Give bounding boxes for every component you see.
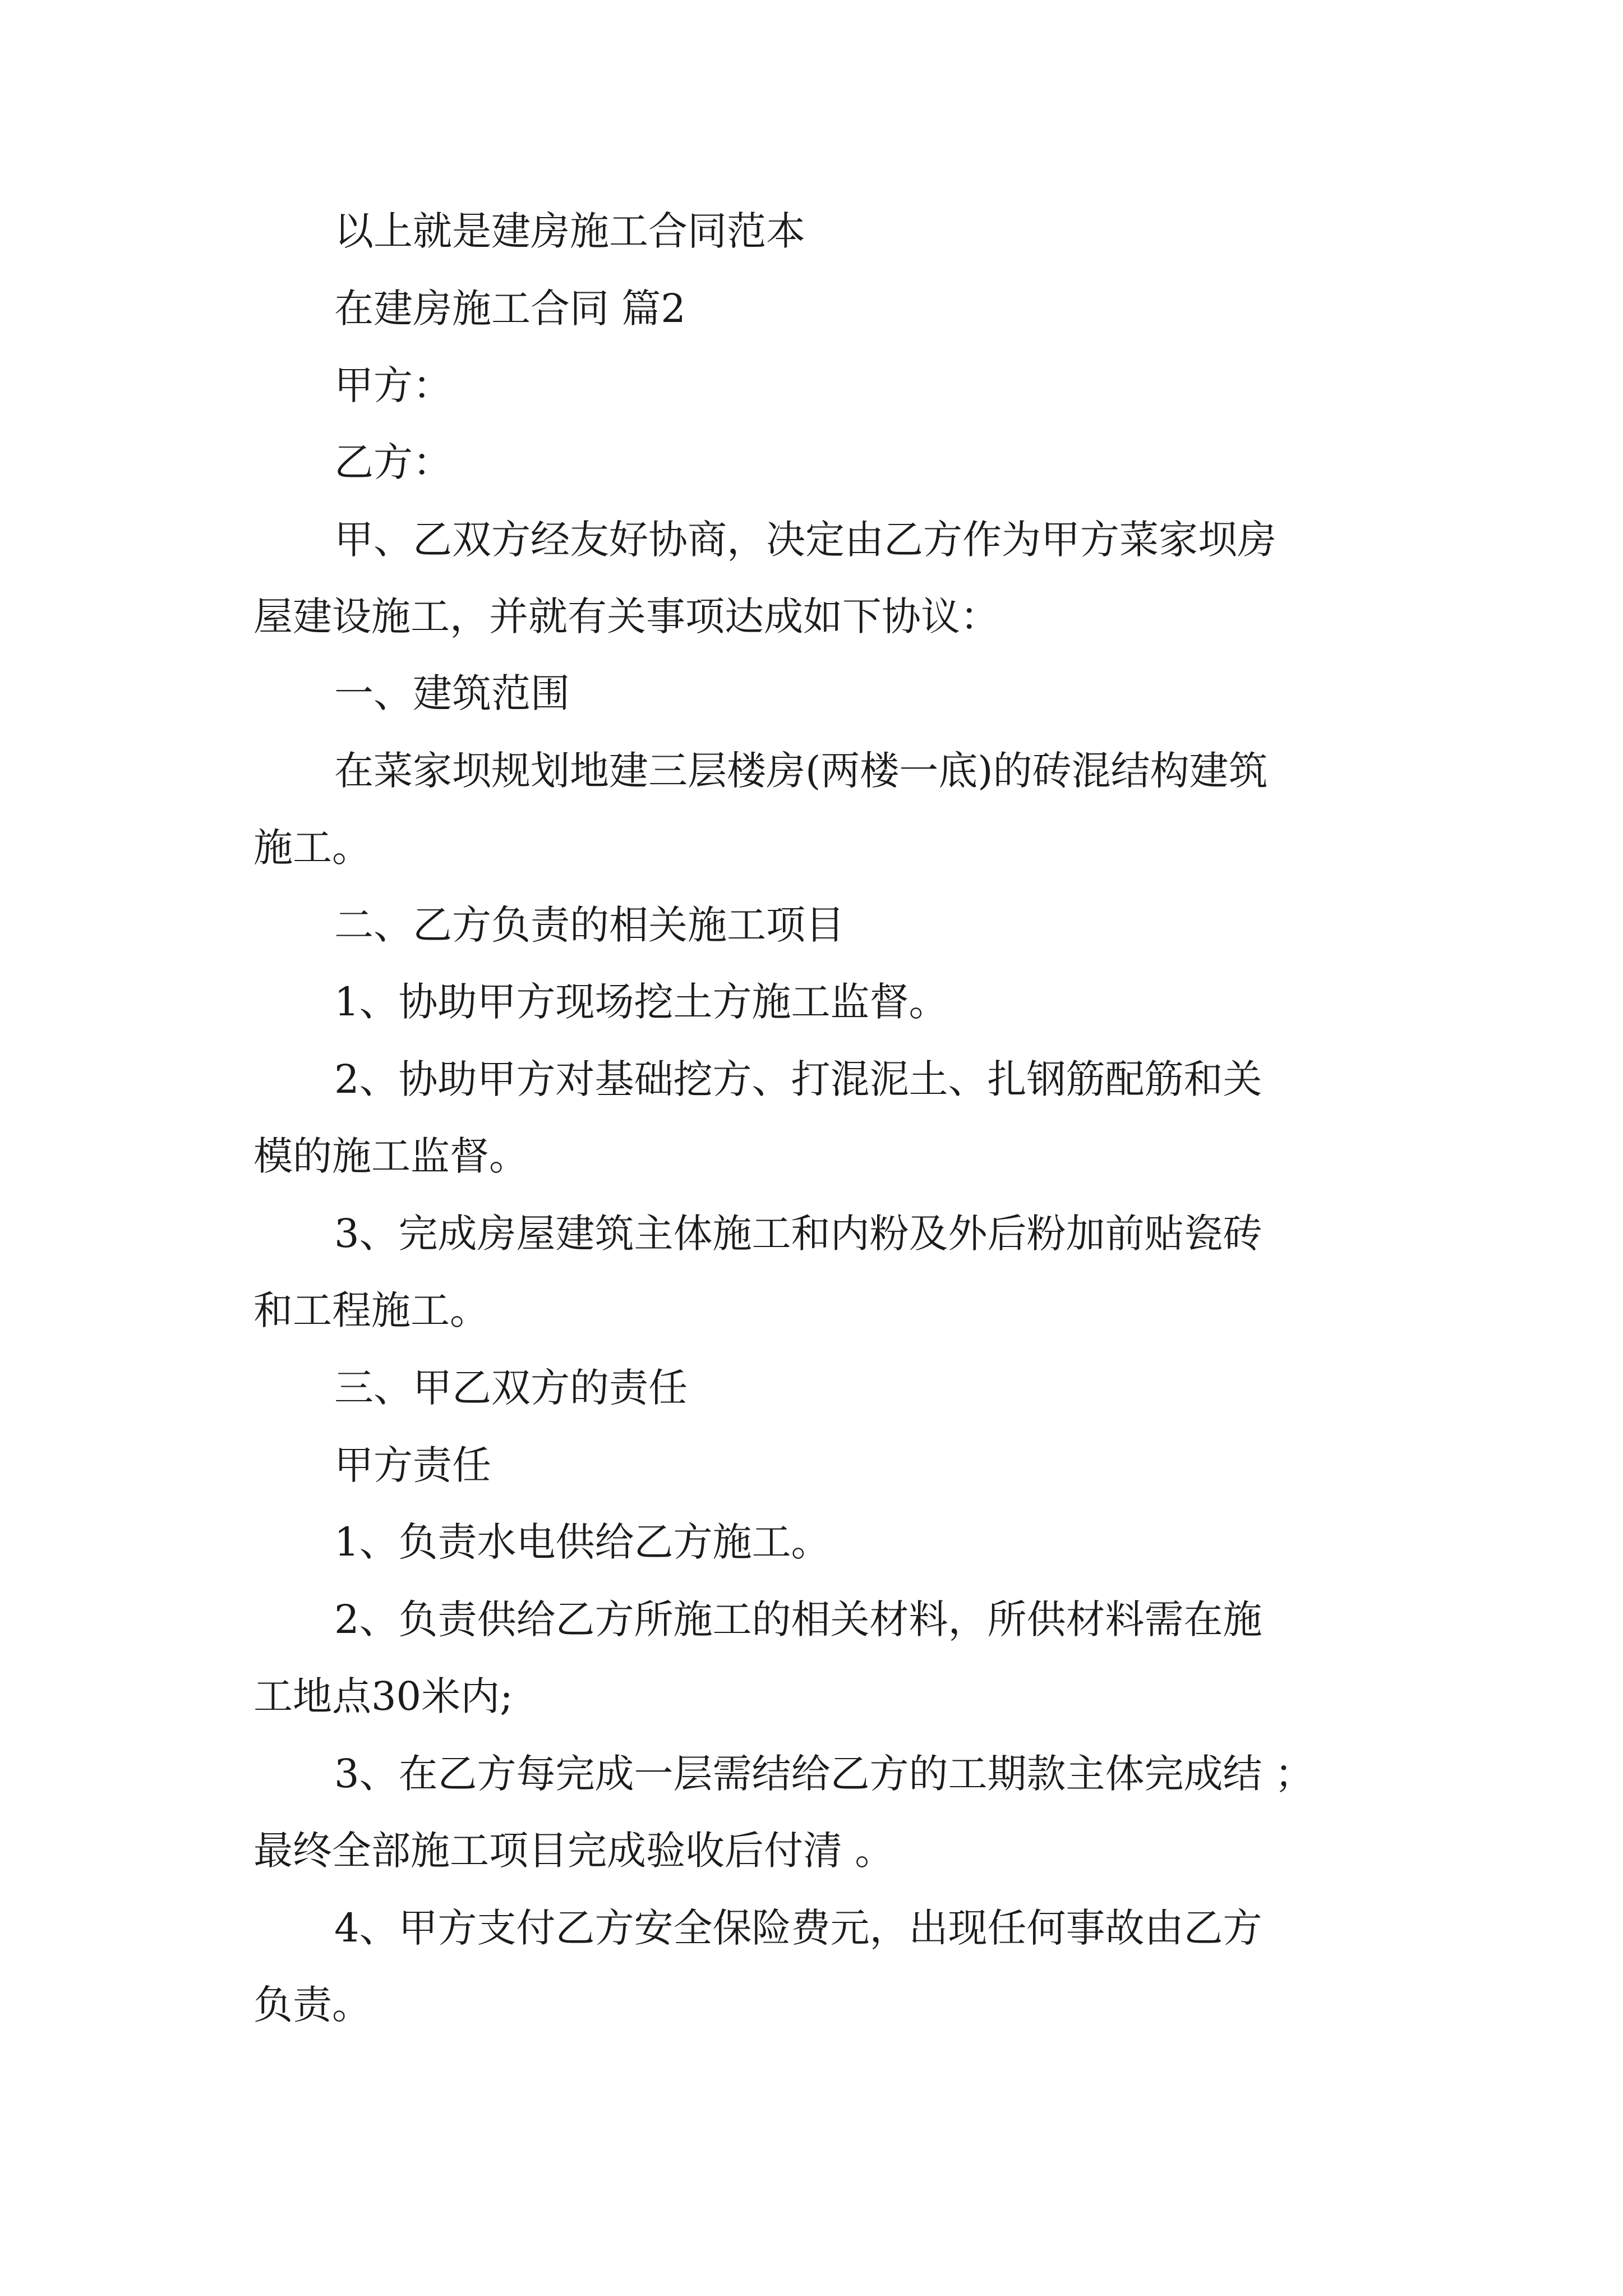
list-item-line: 负责。 <box>253 1982 371 2028</box>
closing-line: 以上就是建房施工合同范本 <box>334 208 805 254</box>
party-a-label: 甲方： <box>334 362 452 408</box>
party-b-label: 乙方： <box>334 439 452 485</box>
list-item-line: 1、负责水电供给乙方施工。 <box>334 1519 831 1565</box>
preamble-line: 甲、乙双方经友好协商，决定由乙方作为甲方菜家坝房 <box>334 517 1276 563</box>
contract-title: 在建房施工合同 篇2 <box>334 286 686 332</box>
list-item-line: 4、甲方支付乙方安全保险费元，出现任何事故由乙方 <box>334 1905 1262 1951</box>
preamble-line: 屋建设施工，并就有关事项达成如下协议： <box>253 593 999 639</box>
list-item-line: 2、负责供给乙方所施工的相关材料，所供材料需在施 <box>334 1596 1262 1642</box>
section-heading: 三、甲乙双方的责任 <box>334 1365 688 1411</box>
list-item-line: 和工程施工。 <box>253 1287 489 1333</box>
subsection-heading: 甲方责任 <box>334 1442 491 1488</box>
section-heading: 一、建筑范围 <box>334 670 570 716</box>
list-item-line: 3、完成房屋建筑主体施工和内粉及外后粉加前贴瓷砖 <box>334 1211 1262 1257</box>
list-item-line: 3、在乙方每完成一层需结给乙方的工期款主体完成结 ； <box>334 1751 1314 1797</box>
list-item-line: 1、协助甲方现场挖土方施工监督。 <box>334 979 948 1025</box>
section-heading: 二、乙方负责的相关施工项目 <box>334 902 845 948</box>
list-item-line: 2、协助甲方对基础挖方、打混泥土、扎钢筋配筋和关 <box>334 1056 1262 1102</box>
list-item-line: 模的施工监督。 <box>253 1133 528 1179</box>
list-item-line: 最终全部施工项目完成验收后付清 。 <box>253 1828 895 1874</box>
paragraph-line: 在菜家坝规划地建三层楼房(两楼一底)的砖混结构建筑 <box>334 748 1268 794</box>
paragraph-line: 施工。 <box>253 825 371 871</box>
list-item-line: 工地点30米内; <box>253 1673 513 1719</box>
